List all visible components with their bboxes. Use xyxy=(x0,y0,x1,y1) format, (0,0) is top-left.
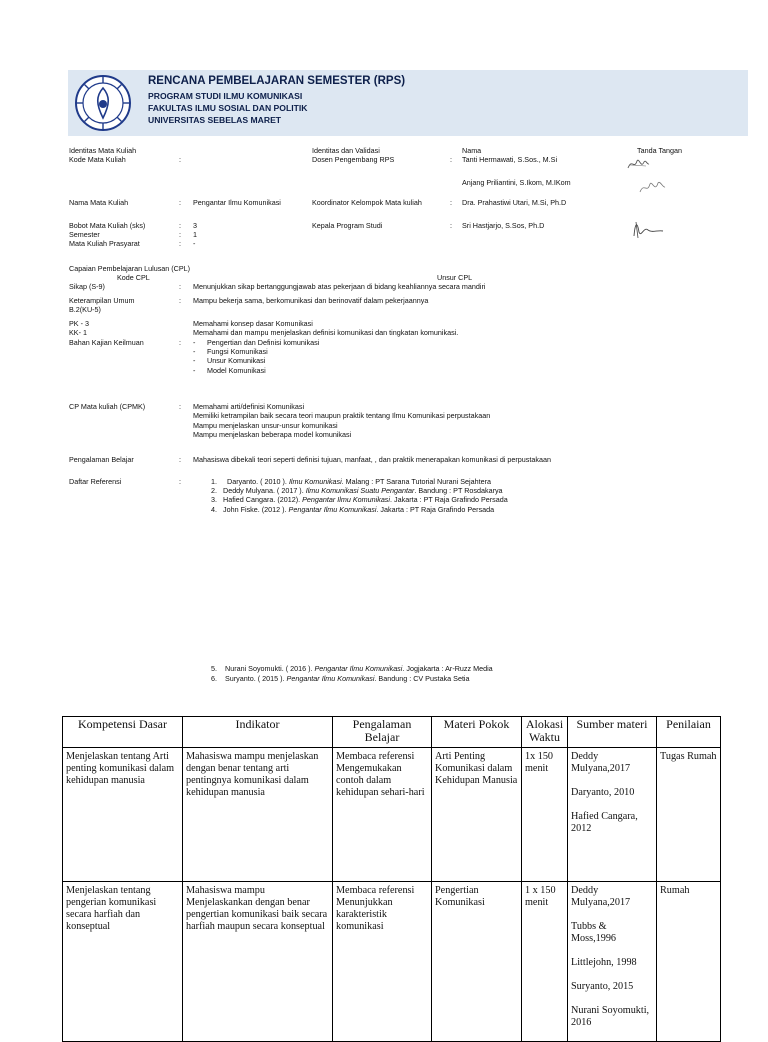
reference-item: 4. John Fiske. (2012 ). Pengantar Ilmu Komunikasi. Jakarta : PT Raja Grafindo Persada xyxy=(211,505,495,514)
rps-title: RENCANA PEMBELAJARAN SEMESTER (RPS) xyxy=(148,75,406,87)
ku-label-1: Keterampilan Umum xyxy=(69,296,135,305)
program-name: PROGRAM STUDI ILMU KOMUNIKASI xyxy=(148,91,303,101)
university-name: UNIVERSITAS SEBELAS MARET xyxy=(148,115,282,125)
colon: : xyxy=(179,477,181,486)
reference-item: 2. Deddy Mulyana. ( 2017 ). Ilmu Komunikasi Suatu Pengantar. Bandung : PT Rosdakarya xyxy=(211,486,503,495)
developer-value-1: Tanti Hermawati, S.Sos., M.Si xyxy=(462,155,558,164)
coordinator-value: Dra. Prahastiwi Utari, M.Si, Ph.D xyxy=(462,198,567,207)
identity-header: Identitas Mata Kuliah xyxy=(69,146,137,155)
competency-table xyxy=(62,716,721,1042)
reference-item: 5. Nurani Soyomukti. ( 2016 ). Pengantar Ilmu Komunikasi. Jogjakarta : Ar-Ruzz Media xyxy=(211,664,493,673)
semester-label: Semester xyxy=(69,230,100,239)
colon: : xyxy=(179,230,181,239)
colon: : xyxy=(450,198,452,207)
bullet-dash: - xyxy=(193,366,196,375)
prerequisite-label: Mata Kuliah Prasyarat xyxy=(69,239,140,248)
signature-2 xyxy=(638,178,666,196)
faculty-name: FAKULTAS ILMU SOSIAL DAN POLITIK xyxy=(148,103,308,113)
colon: : xyxy=(179,296,181,305)
prerequisite-value: - xyxy=(193,239,196,248)
cell-pengalaman: Membaca referensi Menunjukkan karakteristik komunikasi xyxy=(333,882,432,1042)
pk-label: PK - 3 xyxy=(69,319,89,328)
source-item: Hafied Cangara, 2012 xyxy=(571,811,638,834)
table-row xyxy=(63,882,721,1042)
cpl-element-header: Unsur CPL xyxy=(437,273,473,282)
document-header xyxy=(68,70,748,136)
cell-penilaian: Tugas Rumah xyxy=(657,748,721,882)
reference-item: 1. Daryanto. ( 2010 ). Ilmu Komunikasi. Malang : PT Sarana Tutorial Nurani Sejahtera xyxy=(211,477,491,486)
cell-sumber xyxy=(568,748,657,882)
cell-kompetensi: Menjelaskan tentang Arti penting komunikasi dalam kehidupan manusia xyxy=(63,748,183,882)
source-item: Tubbs & Moss,1996 xyxy=(571,921,617,944)
bullet-dash: - xyxy=(193,347,196,356)
bullet-dash: - xyxy=(193,338,196,347)
bahan-item: Unsur Komunikasi xyxy=(207,356,266,365)
header-indikator: Indikator xyxy=(183,717,333,748)
colon: : xyxy=(179,402,181,411)
source-item: Littlejohn, 1998 xyxy=(571,957,637,968)
colon: : xyxy=(179,221,181,230)
cell-pengalaman: Membaca referensi Mengemukakan contoh dalam kehidupan sehari-hari xyxy=(333,748,432,882)
cell-alokasi: 1 x 150 menit xyxy=(522,882,568,1042)
sikap-value: Menunjukkan sikap bertanggungjawab atas pekerjaan di bidang keahliannya secara mandiri xyxy=(193,282,486,291)
cpmk-item: Mampu menjelaskan unsur-unsur komunikasi xyxy=(193,421,338,430)
header-alokasi: Alokasi Waktu xyxy=(522,717,568,748)
kk-value: Memahami dan mampu menjelaskan definisi komunikasi dan tingkatan komunikasi. xyxy=(193,328,459,337)
cpl-title: Capaian Pembelajaran Lulusan (CPL) xyxy=(69,264,191,273)
bullet-dash: - xyxy=(193,356,196,365)
ku-value: Mampu bekerja sama, berkomunikasi dan berinovatif dalam pekerjaannya xyxy=(193,296,429,305)
coordinator-label: Koordinator Kelompok Mata kuliah xyxy=(312,198,422,207)
cell-penilaian: Rumah xyxy=(657,882,721,1042)
university-seal-logo xyxy=(74,74,132,132)
credits-label: Bobot Mata Kuliah (sks) xyxy=(69,221,146,230)
colon: : xyxy=(179,338,181,347)
bahan-label: Bahan Kajian Keilmuan xyxy=(69,338,144,347)
cpmk-item: Memiliki ketrampilan baik secara teori maupun praktik tentang Ilmu Komunikasi perpustakaan xyxy=(193,411,491,420)
source-item: Deddy Mulyana,2017 xyxy=(571,885,631,908)
head-of-program-value: Sri Hastjarjo, S.Sos, Ph.D xyxy=(462,221,545,230)
experience-value: Mahasiswa dibekali teori seperti definisi tujuan, manfaat, , dan praktik menerapakan komunikasi di perpustakaan xyxy=(193,455,551,464)
bahan-item: Fungsi Komunikasi xyxy=(207,347,268,356)
course-code-value: : xyxy=(179,155,181,164)
colon: : xyxy=(179,282,181,291)
developer-value-2: Anjang Priliantini, S.Ikom, M.IKom xyxy=(462,178,571,187)
colon: : xyxy=(450,221,452,230)
signature-3 xyxy=(631,218,665,240)
experience-label: Pengalaman Belajar xyxy=(69,455,134,464)
header-pengalaman: Pengalaman Belajar xyxy=(333,717,432,748)
header-materi: Materi Pokok xyxy=(432,717,522,748)
head-of-program-label: Kepala Program Studi xyxy=(312,221,383,230)
course-name-label: Nama Mata Kuliah xyxy=(69,198,129,207)
kk-label: KK- 1 xyxy=(69,328,87,337)
colon: : xyxy=(450,155,452,164)
cpmk-item: Mampu menjelaskan beberapa model komunikasi xyxy=(193,430,352,439)
cell-materi: Arti Penting Komunikasi dalam Kehidupan Manusia xyxy=(432,748,522,882)
source-item: Suryanto, 2015 xyxy=(571,981,634,992)
course-code-label: Kode Mata Kuliah xyxy=(69,155,126,164)
credits-value: 3 xyxy=(193,221,197,230)
colon: : xyxy=(179,455,181,464)
pk-value: Memahami konsep dasar Komunikasi xyxy=(193,319,313,328)
developer-label: Dosen Pengembang RPS xyxy=(312,155,395,164)
source-item: Nurani Soyomukti, 2016 xyxy=(571,1005,650,1028)
table-row xyxy=(63,748,721,882)
semester-value: 1 xyxy=(193,230,197,239)
bahan-item: Model Komunikasi xyxy=(207,366,266,375)
source-item: Daryanto, 2010 xyxy=(571,787,635,798)
source-item: Deddy Mulyana,2017 xyxy=(571,751,631,774)
reference-item: 6. Suryanto. ( 2015 ). Pengantar Ilmu Komunikasi. Bandung : CV Pustaka Setia xyxy=(211,674,470,683)
header-sumber: Sumber materi xyxy=(568,717,657,748)
cpmk-item: Memahami arti/definisi Komunikasi xyxy=(193,402,305,411)
signature-header: Tanda Tangan xyxy=(637,146,683,155)
bahan-item: Pengertian dan Definisi komunikasi xyxy=(207,338,320,347)
cpmk-label: CP Mata kuliah (CPMK) xyxy=(69,402,146,411)
cell-sumber xyxy=(568,882,657,1042)
table-header-row xyxy=(63,717,721,748)
header-kompetensi: Kompetensi Dasar xyxy=(63,717,183,748)
cell-indikator: Mahasiswa mampu Menjelaskankan dengan benar pengertian komunikasi baik secara harfiah maupun secara konseptual xyxy=(183,882,333,1042)
validation-header: Identitas dan Validasi xyxy=(312,146,380,155)
signature-1 xyxy=(626,156,650,172)
reference-item: 3. Hafied Cangara. (2012). Pengantar Ilmu Komunikasi. Jakarta : PT Raja Grafindo Persada xyxy=(211,495,508,504)
header-penilaian: Penilaian xyxy=(657,717,721,748)
cpl-code-header: Kode CPL xyxy=(117,273,150,282)
cell-indikator: Mahasiswa mampu menjelaskan dengan benar tentang arti pentingnya komunikasi dalam kehidupan manusia xyxy=(183,748,333,882)
ku-label-2: B.2(KU-5) xyxy=(69,305,101,314)
name-header: Nama xyxy=(462,146,482,155)
cell-alokasi: 1x 150 menit xyxy=(522,748,568,882)
cell-kompetensi: Menjelaskan tentang pengerian komunikasi secara harfiah dan konseptual xyxy=(63,882,183,1042)
colon: : xyxy=(179,239,181,248)
references-label: Daftar Referensi xyxy=(69,477,122,486)
cell-materi: Pengertian Komunikasi xyxy=(432,882,522,1042)
course-name-value: Pengantar Ilmu Komunikasi xyxy=(193,198,281,207)
colon: : xyxy=(179,198,181,207)
sikap-label: Sikap (S-9) xyxy=(69,282,105,291)
